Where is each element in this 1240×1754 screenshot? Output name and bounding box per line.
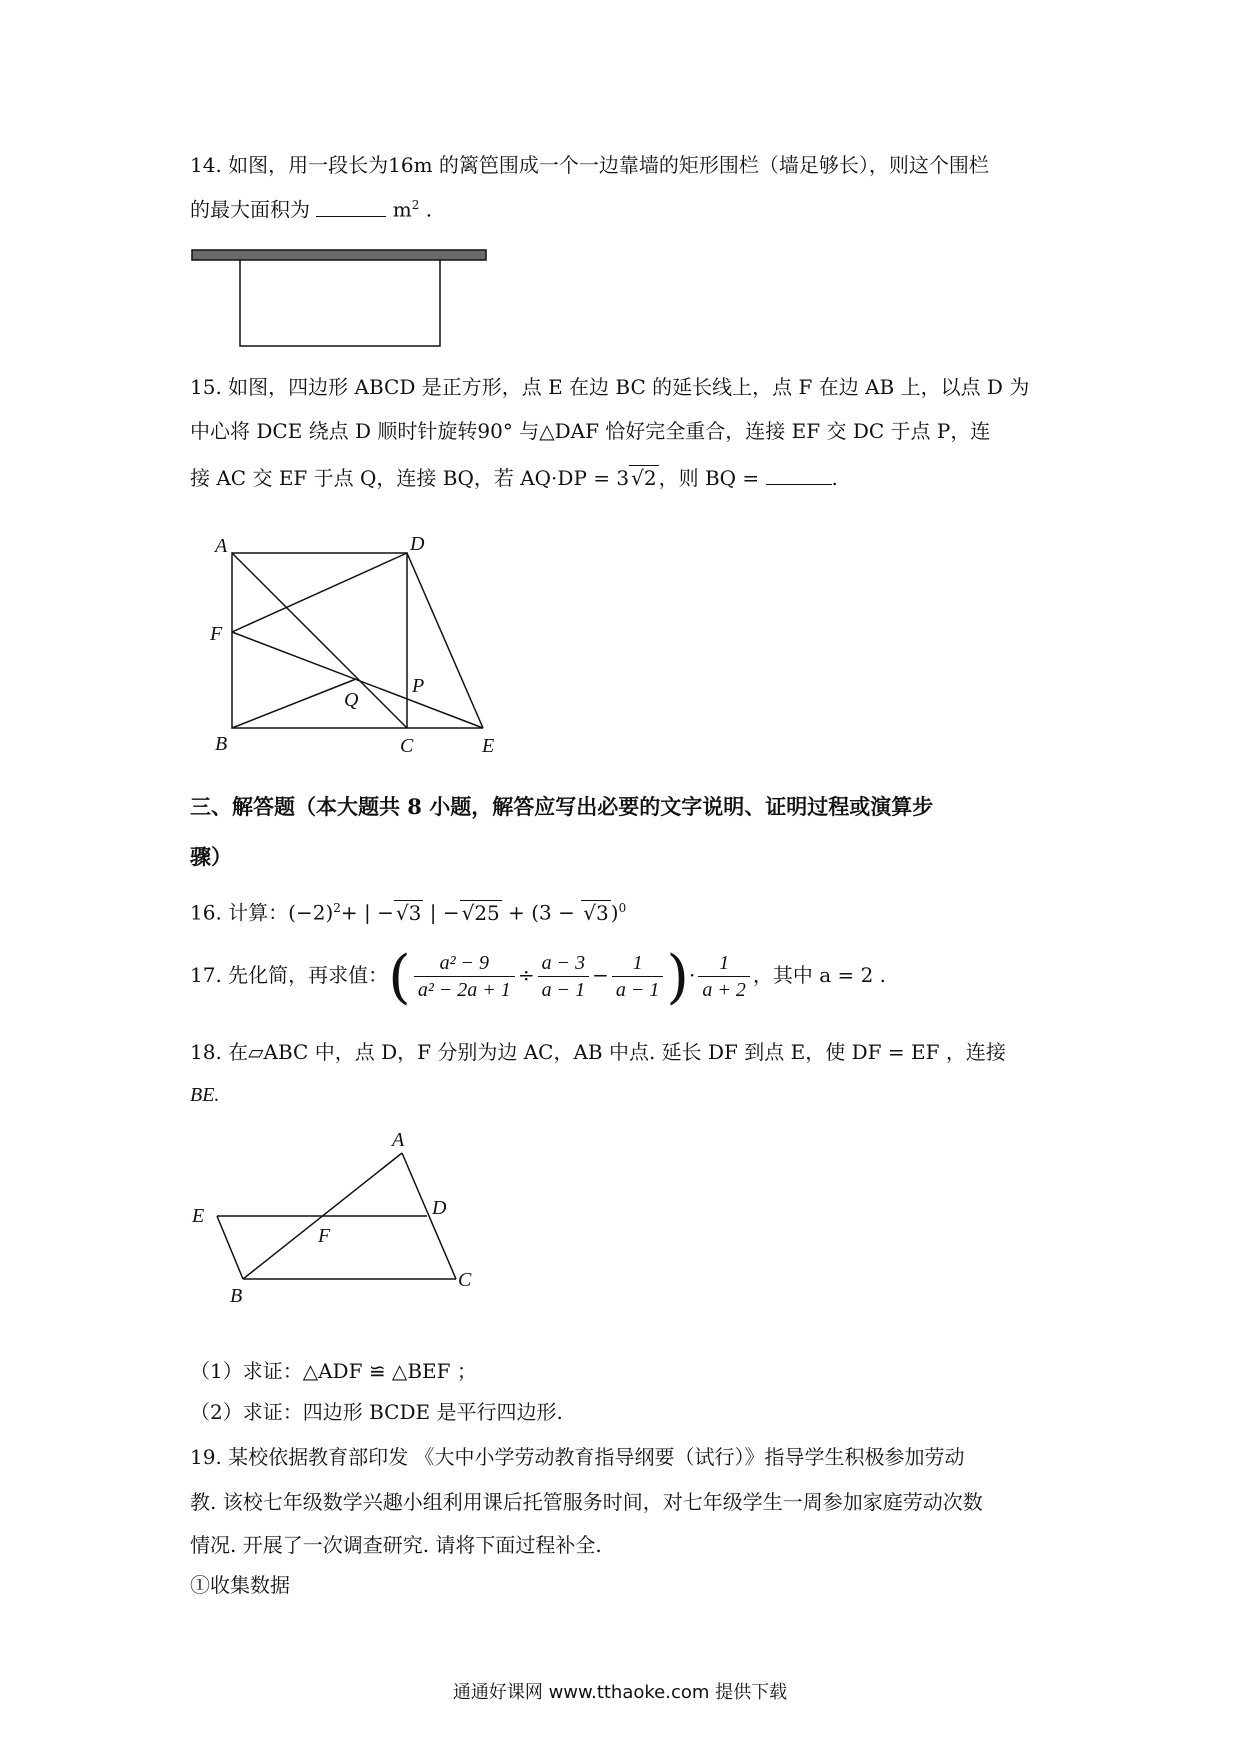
q14-line1: 14. 如图，用一段长为16m 的篱笆围成一个一边靠墙的矩形围栏（墙足够长），则这个围栏: [190, 153, 989, 177]
q16-exp1: 2: [333, 901, 341, 915]
q15-label-p: P: [412, 675, 425, 697]
q18-label-f: F: [318, 1225, 331, 1247]
q16-mid2: | −: [423, 900, 460, 925]
q17-frac1-den: a² − 2a + 1: [417, 979, 511, 1001]
q18-sub2: （2）求证：四边形 BCDE 是平行四边形.: [190, 1400, 563, 1424]
q15-line3-text: 接 AC 交 EF 于点 Q，连接 BQ，若 AQ·DP = 3: [190, 466, 630, 490]
q16-sqrt2-arg: 25: [474, 900, 500, 925]
q15-label-d: D: [410, 533, 425, 555]
q18-line2: BE.: [190, 1084, 220, 1106]
q15-sqrt-arg: 2: [643, 466, 657, 490]
q15-sqrt: √2: [631, 466, 657, 490]
q15-label-b: B: [215, 733, 228, 755]
section3-heading-line2: 骤）: [190, 844, 232, 869]
q16-mid3: + (3 −: [501, 900, 582, 925]
q16-mid1: + | −: [340, 900, 394, 925]
q18-label-d: D: [432, 1197, 447, 1219]
q16-exp2: 0: [618, 901, 627, 915]
q16-sqrt3-arg: 3: [596, 900, 609, 925]
q19-line1: 19. 某校依据教育部印发 《大中小学劳动教育指导纲要（试行）》指导学生积极参加劳动: [190, 1445, 965, 1469]
section3-heading-line1: 三、解答题（本大题共 8 小题，解答应写出必要的文字说明、证明过程或演算步: [190, 794, 934, 819]
q17-paren-close: ): [666, 942, 689, 1011]
q15-line3-post: ，则 BQ =: [658, 466, 766, 490]
q16-sqrt1: √3: [395, 900, 422, 925]
q16-mid4: ): [610, 900, 619, 925]
q18-line1: 18. 在▱ABC 中，点 D，F 分别为边 AC，AB 中点. 延长 DF 到点 E，使 DF = EF ，连接: [190, 1040, 1006, 1064]
q18-sub1: （1）求证：△ADF ≌ △BEF ；: [190, 1359, 477, 1383]
q19-line3: 情况. 开展了一次调查研究. 请将下面过程补全.: [190, 1533, 602, 1557]
q15-label-f: F: [210, 623, 223, 645]
q17-frac1-num: a² − 9: [414, 950, 515, 977]
q14-line2-text: 的最大面积为: [190, 197, 310, 222]
q17-minus: −: [592, 963, 609, 987]
q16-sqrt3: √3: [583, 900, 609, 925]
q17-pre: 17. 先化简，再求值：: [190, 963, 389, 987]
q17-frac3-num: 1: [612, 950, 664, 977]
q18-label-b: B: [230, 1285, 243, 1307]
q17-div: ÷: [517, 963, 535, 987]
q15-line1: 15. 如图，四边形 ABCD 是正方形，点 E 在边 BC 的延长线上，点 F 在边 AB 上，以点 D 为: [190, 375, 1030, 399]
q14-end: .: [425, 197, 433, 222]
q18-label-c: C: [458, 1269, 472, 1291]
q18-label-a: A: [392, 1129, 405, 1151]
q14-unit: m: [392, 197, 412, 222]
q17-paren-open: (: [388, 942, 411, 1011]
q16-sqrt2: √25: [461, 900, 500, 925]
q15-line2: 中心将 DCE 绕点 D 顺时针旋转90° 与△DAF 恰好完全重合，连接 EF 交 DC 于点 P，连: [190, 419, 991, 443]
q15-label-a: A: [215, 535, 228, 557]
page-footer: 通通好课网 www.tthaoke.com 提供下载: [452, 1682, 788, 1703]
q15-label-c: C: [400, 735, 414, 757]
q18-seg-eb: [217, 1216, 243, 1279]
q17-frac3-den: a − 1: [615, 979, 660, 1001]
q17-frac2-den: a − 1: [541, 979, 586, 1001]
q16-sqrt1-arg: 3: [408, 900, 422, 925]
q15-label-e: E: [482, 735, 495, 757]
q17-dot: ·: [688, 963, 696, 987]
q16-pre: 16. 计算：(−2): [190, 900, 334, 925]
q17-frac4-num: 1: [698, 950, 750, 977]
q19-line2: 教. 该校七年级数学兴趣小组利用课后托管服务时间，对七年级学生一周参加家庭劳动次数: [190, 1490, 983, 1514]
q17-frac2-num: a − 3: [538, 950, 590, 977]
q17-frac4-den: a + 2: [702, 979, 746, 1001]
q17-post: ，其中 a = 2 .: [752, 963, 887, 987]
q19-line4: ①收集数据: [190, 1573, 290, 1597]
q14-unit-exp: 2: [411, 198, 420, 212]
q15-label-q: Q: [344, 689, 359, 711]
q18-label-e: E: [192, 1205, 205, 1227]
q15-end: .: [831, 466, 838, 490]
